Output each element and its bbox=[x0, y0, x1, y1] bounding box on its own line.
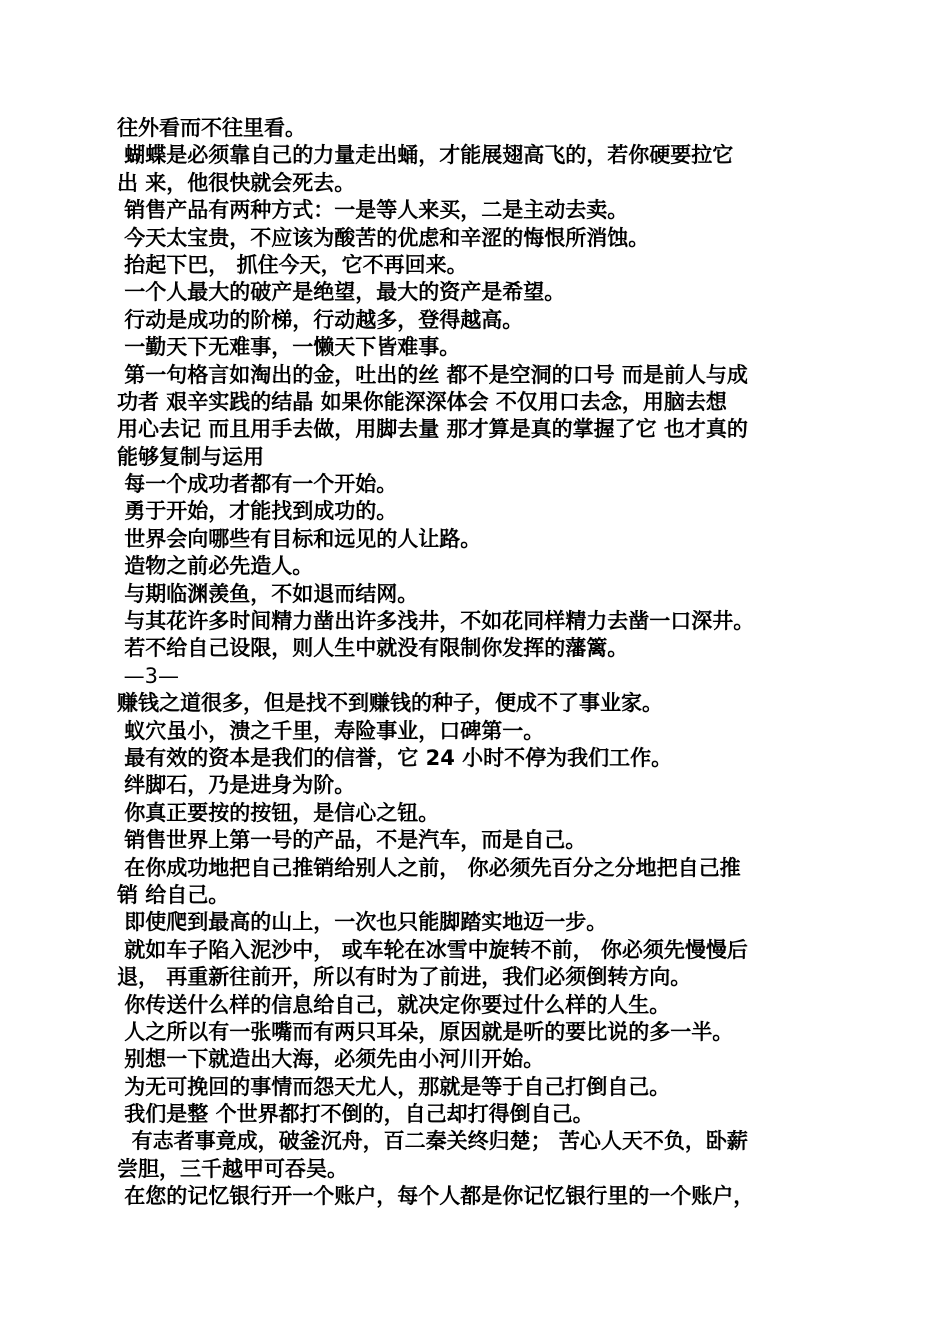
text-line: 我们是整 个世界都打不倒的，自己却打得倒自己。 bbox=[117, 1102, 594, 1127]
text-line: 蝴蝶是必须靠自己的力量走出蛹，才能展翅高飞的，若你硬要拉它 bbox=[117, 143, 734, 168]
text-line: 一个人最大的破产是绝望，最大的资产是希望。 bbox=[117, 280, 566, 305]
text-line: 为无可挽回的事情而怨天尤人，那就是等于自己打倒自己。 bbox=[117, 1074, 671, 1099]
text-line: 一勤天下无难事，一懒天下皆难事。 bbox=[117, 335, 461, 360]
text-line: 赚钱之道很多，但是找不到赚钱的种子，便成不了事业家。 bbox=[117, 691, 663, 716]
text-line: 今天太宝贵，不应该为酸苦的优虑和辛涩的悔恨所消蚀。 bbox=[117, 225, 650, 250]
text-line: 尝胆，三千越甲可吞吴。 bbox=[117, 1156, 348, 1181]
text-line: 你传送什么样的信息给自己，就决定你要过什么样的人生。 bbox=[117, 992, 671, 1017]
text-line: 就如车子陷入泥沙中， 或车轮在冰雪中旋转不前， 你必须先慢慢后 bbox=[117, 937, 748, 962]
text-line: 抬起下巴， 抓住今天，它不再回来。 bbox=[117, 252, 468, 277]
text-line: 绊脚石，乃是进身为阶。 bbox=[117, 773, 356, 798]
text-line: 在你成功地把自己推销给别人之前， 你必须先百分之分地把自己推 bbox=[117, 855, 741, 880]
page-number: —3— bbox=[117, 663, 180, 688]
text-line: 与期临渊羡鱼，不如退而结网。 bbox=[117, 581, 419, 606]
text-line: 能够复制与运用 bbox=[117, 444, 264, 469]
text-line: 造物之前必先造人。 bbox=[117, 554, 314, 579]
text-line: 用心去记 而且用手去做，用脚去量 那才算是真的掌握了它 也才真的 bbox=[117, 417, 748, 442]
text-line: 往外看而不往里看。 bbox=[117, 116, 306, 140]
text-line: 有志者事竟成，破釜沉舟，百二秦关终归楚； 苦心人天不负，卧薪 bbox=[117, 1129, 748, 1154]
text-line: 第一句格言如淘出的金，吐出的丝 都不是空洞的口号 而是前人与成 bbox=[117, 362, 748, 387]
text-line: 销售产品有两种方式：一是等人来买，二是主动去卖。 bbox=[117, 198, 629, 223]
text-line: 勇于开始，才能找到成功的。 bbox=[117, 499, 398, 524]
text-line: 蚁穴虽小，溃之千里，寿险事业，口碑第一。 bbox=[117, 718, 545, 743]
text-line: 若不给自己设限，则人生中就没有限制你发挥的藩篱。 bbox=[117, 636, 629, 661]
text-line: 最有效的资本是我们的信誉，它 24 小时不停为我们工作。 bbox=[117, 745, 673, 770]
text-line: 每一个成功者都有一个开始。 bbox=[117, 472, 398, 497]
text-line: 世界会向哪些有目标和远见的人让路。 bbox=[117, 526, 482, 551]
text-line: 退， 再重新往前开，所以有时为了前进，我们必须倒转方向。 bbox=[117, 965, 692, 990]
text-line: 你真正要按的按钮，是信心之钮。 bbox=[117, 800, 440, 825]
text-line: 别想一下就造出大海，必须先由小河川开始。 bbox=[117, 1047, 545, 1072]
text-line: 行动是成功的阶梯，行动越多，登得越高。 bbox=[117, 307, 524, 332]
text-line: 与其花许多时间精力凿出许多浅井，不如花同样精力去凿一口深井。 bbox=[117, 609, 755, 634]
text-line: 在您的记忆银行开一个账户，每个人都是你记忆银行里的一个账户， bbox=[117, 1184, 755, 1209]
text-line: 即使爬到最高的山上，一次也只能脚踏实地迈一步。 bbox=[117, 910, 608, 935]
text-line: 出 来，他很快就会死去。 bbox=[117, 170, 356, 195]
document-page bbox=[117, 115, 833, 1211]
text-line: 销售世界上第一号的产品，不是汽车，而是自己。 bbox=[117, 828, 587, 853]
text-line: 人之所以有一张嘴而有两只耳朵，原因就是听的要比说的多一半。 bbox=[117, 1019, 734, 1044]
text-line: 功者 艰辛实践的结晶 如果你能深深体会 不仅用口去念，用脑去想 bbox=[117, 389, 727, 414]
text-line: 销 给自己。 bbox=[117, 882, 230, 907]
